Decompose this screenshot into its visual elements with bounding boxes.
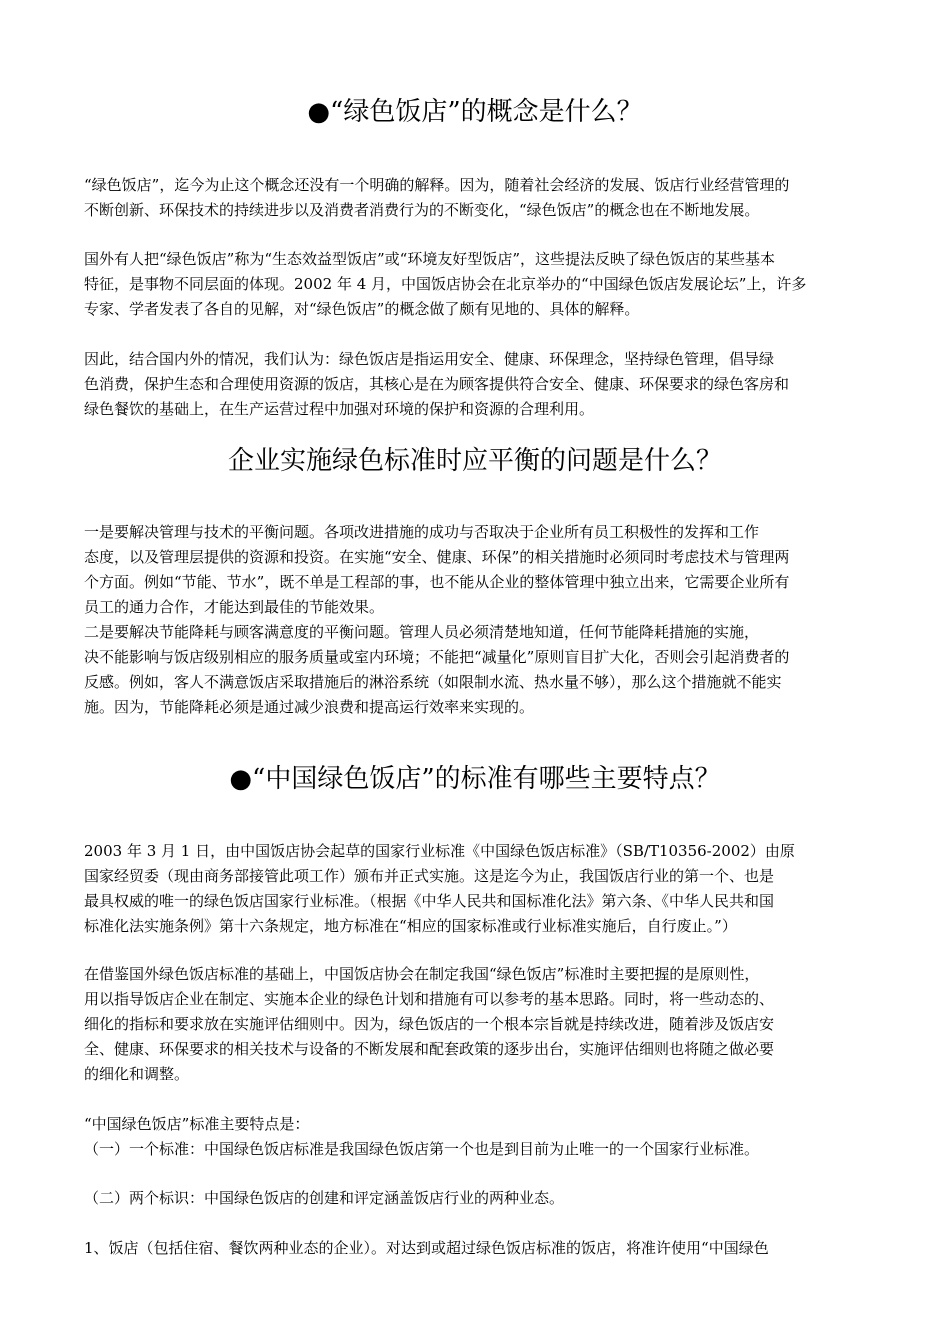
paragraph: 一是要解决管理与技术的平衡问题。各项改进措施的成功与否取决于企业所有员工积极性的发挥和工作 态度，以及管理层提供的资源和投资。在实施“安全、健康、环保”的相关措施时必须同时考虑技术与管理两 个方面。例如“节能、节水”，既不单是工程部的事，也不能从企业的整体管理中独立出来，它需要企业所有 员工的通力合作，才能达到最佳的节能效果。 二是要解决节能降耗与顾客满意度的平衡问题。管理人员必须清楚地知道，任何节能降耗措施的实施， 决不能影响与饭店级别相应的服务质量或室内环境；不能把“减量化”原则盲目扩大化，否则会引起消费者的 反感。例如，客人不满意饭店采取措施后的淋浴系统（如限制水流、热水量不够），那么这个措施就不能实 施。因为，节能降耗必须是通过减少浪费和提高运行效率来实现的。 xyxy=(84,523,790,716)
section-heading-green-hotel-concept: ●“绿色饭店”的概念是什么？ xyxy=(307,97,643,127)
paragraph: （二）两个标识：中国绿色饭店的创建和评定涵盖饭店行业的两种业态。 xyxy=(84,1189,565,1207)
paragraph: 在借鉴国外绿色饭店标准的基础上，中国饭店协会在制定我国“绿色饭店”标准时主要把握的是原则性， 用以指导饭店企业在制定、实施本企业的绿色计划和措施有可以参考的基本思路。同时，将一些动态的、 细化的指标和要求放在实施评估细则中。因为，绿色饭店的一个根本宗旨就是持续改进，随着涉及饭店安 全、健康、环保要求的相关技术与设备的不断发展和配套政策的逐步出台，实施评估细则也将随之做必要 的细化和调整。 xyxy=(84,965,775,1083)
paragraph: 国外有人把“绿色饭店”称为“生态效益型饭店”或“环境友好型饭店”，这些提法反映了绿色饭店的某些基本 特征，是事物不同层面的体现。2002 年 4 月，中国饭店协会在北京举办的“中国绿色饭店发展论坛”上，许多 专家、学者发表了各自的见解，对“绿色饭店”的概念做了颇有见地的、具体的解释。 xyxy=(84,250,807,318)
paragraph: “绿色饭店”，迄今为止这个概念还没有一个明确的解释。因为，随着社会经济的发展、饭店行业经营管理的 不断创新、环保技术的持续进步以及消费者消费行为的不断变化，“绿色饭店”的概念也在不断地发展。 xyxy=(84,176,790,219)
paragraph: “中国绿色饭店”标准主要特点是： （一）一个标准：中国绿色饭店标准是我国绿色饭店第一个也是到目前为止唯一的一个国家行业标准。 xyxy=(84,1115,760,1158)
paragraph: 2003 年 3 月 1 日，由中国饭店协会起草的国家行业标准《中国绿色饭店标准》（SB/T10356-2002）由原 国家经贸委（现由商务部接管此项工作）颁布并正式实施。这是迄今为止，我国饭店行业的第一个、也是 最具权威的唯一的绿色饭店国家行业标准。（根据《中华人民共和国标准化法》第六条、《中华人民共和国 标准化法实施条例》第十六条规定，地方标准在“相应的国家标准或行业标准实施后，自行废止。”） xyxy=(84,842,795,935)
paragraph: 1、饭店（包括住宿、餐饮两种业态的企业）。对达到或超过绿色饭店标准的饭店，将准许使用“中国绿色 xyxy=(84,1239,769,1257)
paragraph: 因此，结合国内外的情况，我们认为：绿色饭店是指运用安全、健康、环保理念，坚持绿色管理，倡导绿 色消费，保护生态和合理使用资源的饭店，其核心是在为顾客提供符合安全、健康、环保要求的绿色客房和 绿色餐饮的基础上，在生产运营过程中加强对环境的保护和资源的合理利用。 xyxy=(84,350,790,418)
section-heading-standard-features: ●“中国绿色饭店”的标准有哪些主要特点？ xyxy=(229,764,721,794)
section-heading-balance-issues: 企业实施绿色标准时应平衡的问题是什么？ xyxy=(227,446,722,476)
